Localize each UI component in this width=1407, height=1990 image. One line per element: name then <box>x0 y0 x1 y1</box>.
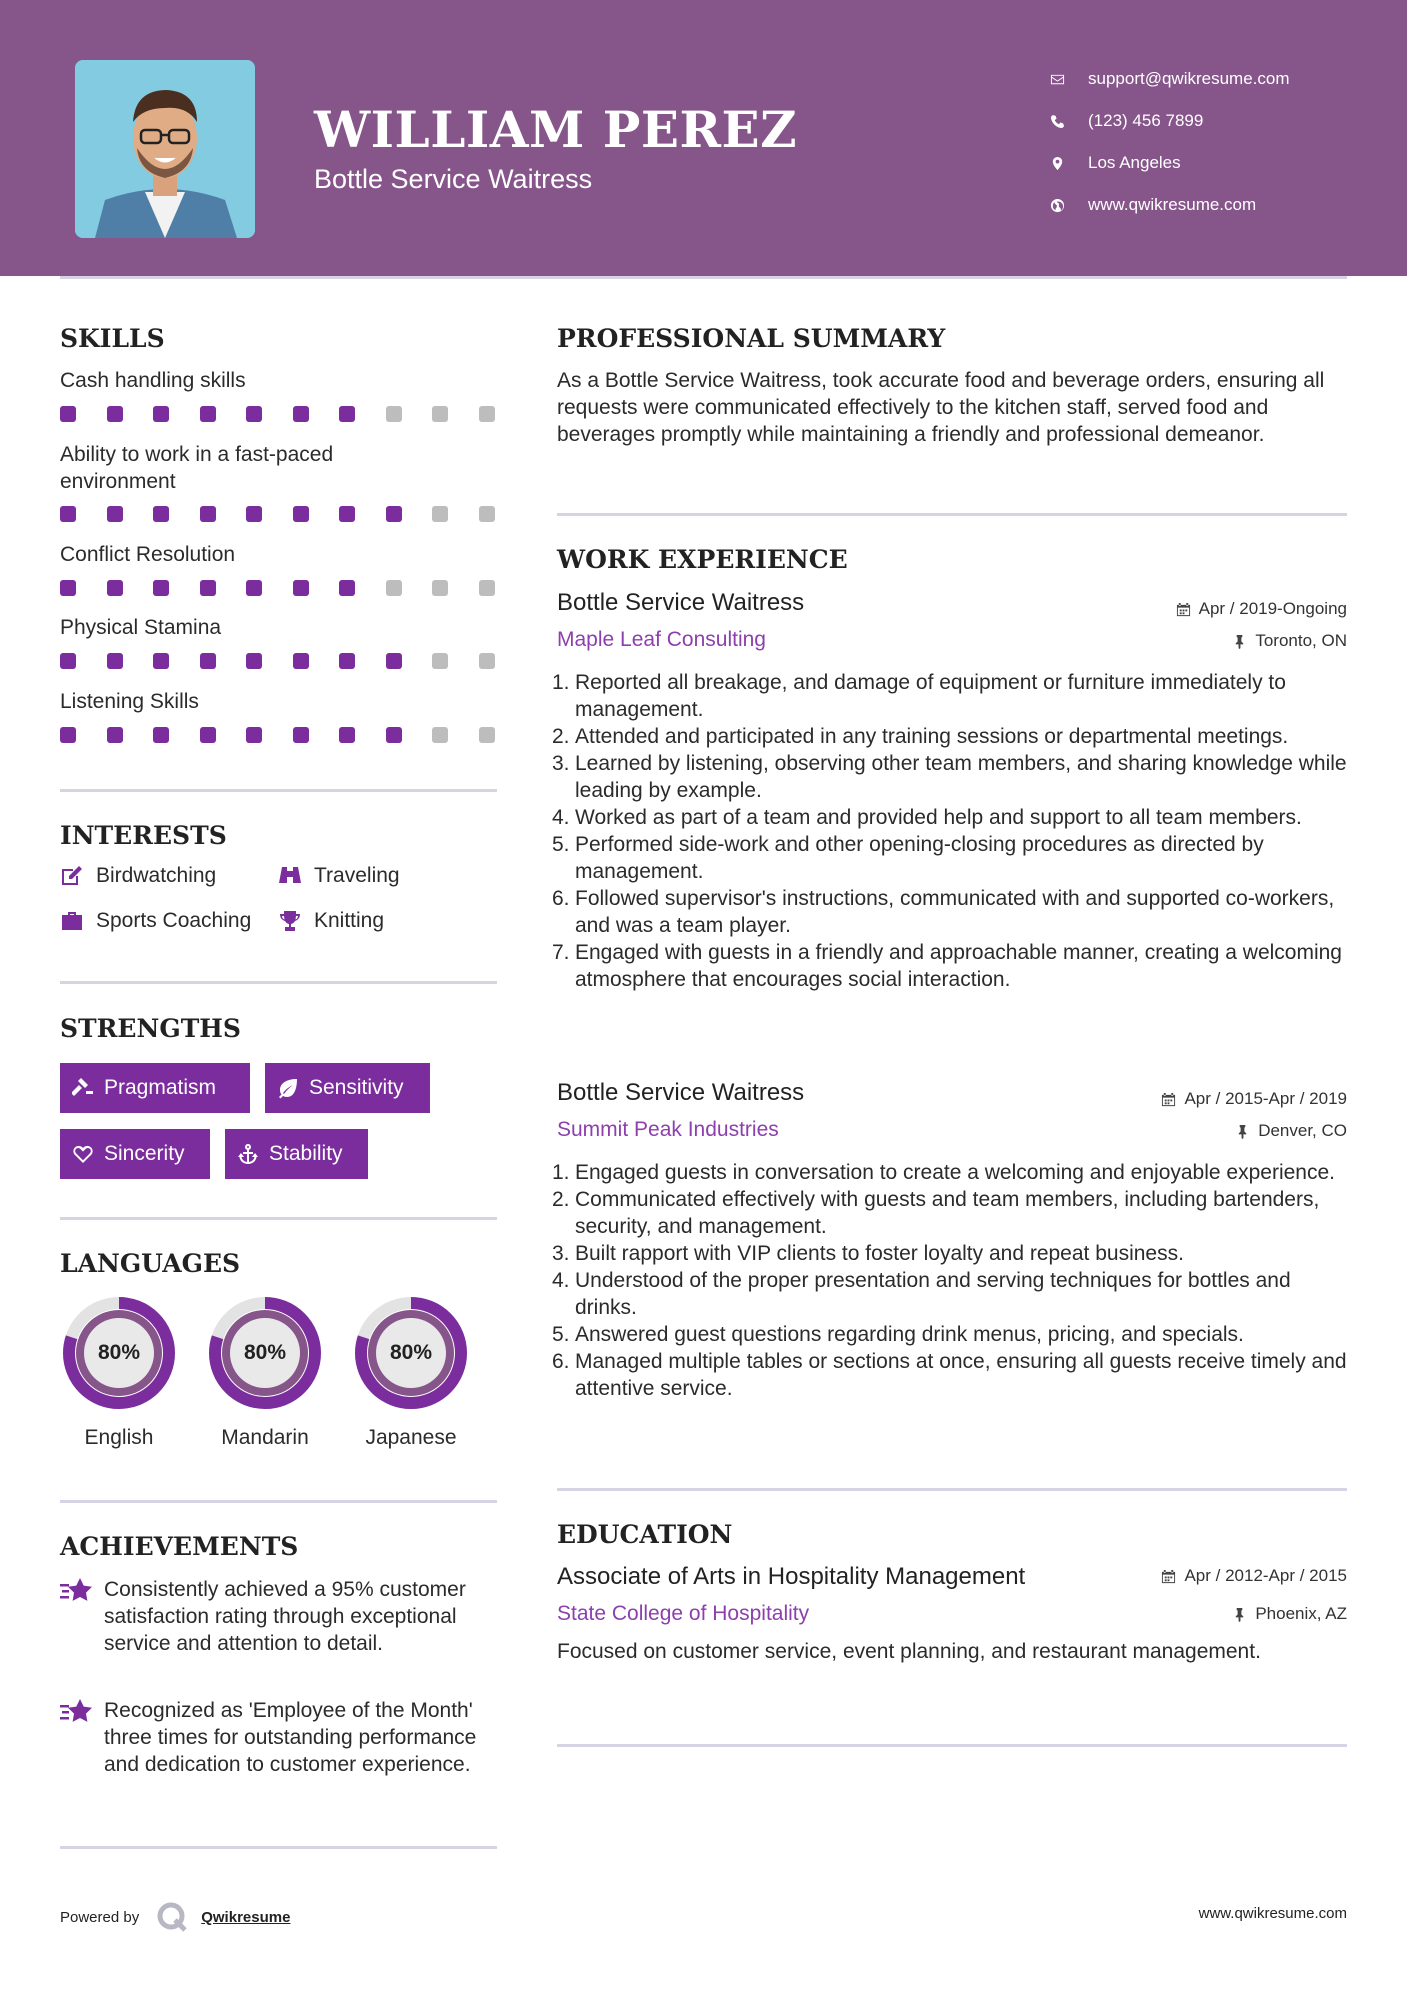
skill-dot-filled <box>200 653 216 669</box>
interest-label: Birdwatching <box>96 864 217 887</box>
achievement-item <box>60 1576 500 1657</box>
qwikresume-logo-icon <box>155 1900 189 1934</box>
skill-dot-filled <box>153 506 169 522</box>
contact-phone[interactable] <box>1050 100 1290 142</box>
job-bullet <box>552 750 1352 804</box>
avatar-illustration <box>75 60 255 238</box>
interest-item <box>278 864 400 888</box>
skill-dot-filled <box>293 506 309 522</box>
skill-dot-filled <box>200 506 216 522</box>
skill-dot-filled <box>339 653 355 669</box>
bullet-number: 4. <box>552 1269 570 1292</box>
skill-name: Cash handling skills <box>60 369 246 392</box>
job-date <box>1176 599 1347 619</box>
bullet-number: 2. <box>552 725 570 748</box>
skill-dot-filled <box>60 406 76 422</box>
job-bullet <box>552 1267 1352 1321</box>
job-bullet <box>552 1159 1352 1186</box>
brand-link[interactable]: Qwikresume <box>201 1908 291 1926</box>
skill-rating <box>60 406 525 422</box>
degree-title: Associate of Arts in Hospitality Management <box>557 1563 1026 1590</box>
bullet-number: 1. <box>552 671 570 694</box>
map-pin-icon <box>1050 156 1065 171</box>
section-divider <box>60 1500 497 1503</box>
skill-dot-filled <box>200 406 216 422</box>
languages-heading: LANGUAGES <box>60 1249 241 1278</box>
pushpin-icon <box>1232 634 1247 649</box>
skill-dot-filled <box>293 727 309 743</box>
skill-dot-filled <box>339 406 355 422</box>
job-title: Bottle Service Waitress <box>557 1079 805 1106</box>
header-divider <box>60 276 1347 279</box>
language-name: Mandarin <box>221 1426 309 1449</box>
achievement-item <box>60 1697 500 1778</box>
achievement-text: Consistently achieved a 95% customer satisfaction rating through exceptional service and attention to detail. <box>104 1578 466 1655</box>
calendar-icon <box>1161 1092 1176 1107</box>
bullet-text: Followed supervisor's instructions, communicated with and supported co-workers, and was a team player. <box>575 887 1335 937</box>
globe-icon <box>1050 198 1065 213</box>
interest-label: Sports Coaching <box>96 909 252 932</box>
binoculars-icon <box>278 865 302 887</box>
contact-email-text: support@qwikresume.com <box>1088 69 1290 88</box>
skill-dot-filled <box>293 580 309 596</box>
school-name: State College of Hospitality <box>557 1602 810 1625</box>
calendar-icon <box>1176 602 1191 617</box>
skill-dot-empty <box>386 406 402 422</box>
education-location <box>1232 1604 1347 1624</box>
heart-icon <box>72 1143 94 1165</box>
pencil-square-icon <box>60 865 84 887</box>
job-bullet <box>552 723 1352 750</box>
interest-item <box>60 909 251 933</box>
bullet-text: Communicated effectively with guests and team members, including bartenders, security, and management. <box>575 1188 1320 1238</box>
pushpin-icon <box>1232 1607 1247 1622</box>
job-bullet <box>552 939 1352 993</box>
skill-dot-empty <box>432 406 448 422</box>
experience-heading: WORK EXPERIENCE <box>557 545 848 574</box>
job-bullet <box>552 1240 1352 1267</box>
education-date-text: Apr / 2012-Apr / 2015 <box>1184 1566 1347 1585</box>
strengths-heading: STRENGTHS <box>60 1014 241 1043</box>
bullet-number: 2. <box>552 1188 570 1211</box>
strength-label: Sensitivity <box>309 1076 404 1099</box>
skill-rating <box>60 727 525 743</box>
language-item <box>350 1292 472 1450</box>
profile-photo <box>75 60 255 238</box>
bullet-text: Answered guest questions regarding drink menus, pricing, and specials. <box>575 1323 1244 1346</box>
bullet-number: 1. <box>552 1161 570 1184</box>
contact-email[interactable] <box>1050 58 1290 100</box>
language-item <box>204 1292 326 1450</box>
skill-name: Listening Skills <box>60 690 199 713</box>
summary-heading: PROFESSIONAL SUMMARY <box>557 324 946 353</box>
bullet-text: Built rapport with VIP clients to foster loyalty and repeat business. <box>575 1242 1184 1265</box>
skill-name: Conflict Resolution <box>60 543 236 566</box>
company-name: Maple Leaf Consulting <box>557 628 766 651</box>
skill-dot-filled <box>246 653 262 669</box>
powered-by-text: Powered by <box>60 1908 140 1926</box>
interests-heading: INTERESTS <box>60 821 227 850</box>
footer-url[interactable]: www.qwikresume.com <box>1198 1905 1347 1922</box>
strength-label: Pragmatism <box>104 1076 217 1099</box>
skill-dot-filled <box>107 406 123 422</box>
strength-badge <box>60 1129 210 1179</box>
job-bullets <box>552 669 1352 993</box>
skill-dot-filled <box>293 653 309 669</box>
skill-dot-filled <box>107 653 123 669</box>
language-ring <box>58 1292 180 1414</box>
strength-badge <box>60 1063 250 1113</box>
contact-list <box>1050 58 1290 226</box>
skill-dot-filled <box>60 506 76 522</box>
phone-icon <box>1050 114 1065 129</box>
anchor-icon <box>237 1143 259 1165</box>
bullet-text: Managed multiple tables or sections at once, ensuring all guests receive timely and attentive service. <box>575 1350 1347 1400</box>
bullet-text: Performed side-work and other opening-closing procedures as directed by management. <box>575 833 1264 883</box>
skill-name: Physical Stamina <box>60 616 222 639</box>
bullet-text: Learned by listening, observing other team members, and sharing knowledge while leading by example. <box>575 752 1347 802</box>
skill-dot-empty <box>479 506 495 522</box>
resume-header <box>0 0 1407 276</box>
achievement-text: Recognized as 'Employee of the Month' three times for outstanding performance and dedication to customer experience. <box>104 1699 477 1776</box>
skill-dot-empty <box>432 506 448 522</box>
skill-dot-empty <box>479 580 495 596</box>
skill-dot-filled <box>200 580 216 596</box>
skill-dot-filled <box>246 406 262 422</box>
job-bullet <box>552 831 1352 885</box>
job-title: Bottle Service Waitress <box>557 589 805 616</box>
section-divider <box>60 1846 497 1849</box>
skill-dot-filled <box>293 406 309 422</box>
calendar-icon <box>1161 1569 1176 1584</box>
skill-dot-empty <box>432 580 448 596</box>
skill-dot-filled <box>200 727 216 743</box>
bullet-text: Understood of the proper presentation and serving techniques for bottles and drinks. <box>575 1269 1291 1319</box>
education-location-text: Phoenix, AZ <box>1255 1604 1347 1623</box>
strength-label: Stability <box>269 1142 343 1165</box>
skill-dot-empty <box>479 653 495 669</box>
strength-label: Sincerity <box>104 1142 185 1165</box>
briefcase-icon <box>60 910 84 932</box>
skill-dot-filled <box>153 727 169 743</box>
trophy-icon <box>278 910 302 932</box>
education-text: Focused on customer service, event planning, and restaurant management. <box>557 1640 1261 1663</box>
gavel-icon <box>72 1077 94 1099</box>
strength-badge <box>265 1063 430 1113</box>
bullet-text: Engaged guests in conversation to create a welcoming and enjoyable experience. <box>575 1161 1335 1184</box>
job-bullet <box>552 1321 1352 1348</box>
job-location <box>1235 1121 1347 1141</box>
job-date-text: Apr / 2015-Apr / 2019 <box>1184 1089 1347 1108</box>
bullet-text: Attended and participated in any training sessions or departmental meetings. <box>575 725 1289 748</box>
interest-item <box>278 909 384 933</box>
section-divider <box>60 981 497 984</box>
job-location-text: Toronto, ON <box>1255 631 1347 650</box>
contact-website-text: www.qwikresume.com <box>1088 195 1257 214</box>
skill-dot-filled <box>107 506 123 522</box>
job-location-text: Denver, CO <box>1258 1121 1347 1140</box>
language-percent: 80% <box>243 1341 287 1364</box>
job-bullets <box>552 1159 1352 1402</box>
interest-item <box>60 864 216 888</box>
skill-dot-empty <box>432 653 448 669</box>
envelope-icon <box>1050 72 1065 87</box>
star-icon <box>60 1576 94 1604</box>
bullet-text: Reported all breakage, and damage of equipment or furniture immediately to management. <box>575 671 1286 721</box>
interest-label: Knitting <box>314 909 385 932</box>
education-heading: EDUCATION <box>557 1520 733 1549</box>
skill-dot-filled <box>246 727 262 743</box>
language-percent: 80% <box>389 1341 433 1364</box>
skill-dot-empty <box>479 406 495 422</box>
bullet-number: 3. <box>552 752 570 775</box>
skill-dot-filled <box>339 580 355 596</box>
bullet-number: 3. <box>552 1242 570 1265</box>
skill-dot-filled <box>153 653 169 669</box>
skill-dot-filled <box>60 727 76 743</box>
language-name: English <box>84 1426 154 1449</box>
section-divider <box>557 1744 1347 1747</box>
language-item <box>58 1292 180 1450</box>
skill-dot-filled <box>386 727 402 743</box>
summary-text: As a Bottle Service Waitress, took accurate food and beverage orders, ensuring all requests were communicated effectively to the kitchen staff, served food and beverages promptly while maintaining a friendly and professional demeanor. <box>557 369 1325 446</box>
skill-dot-empty <box>479 727 495 743</box>
skill-rating <box>60 506 525 522</box>
skill-dot-filled <box>386 506 402 522</box>
skill-dot-filled <box>153 406 169 422</box>
language-ring <box>204 1292 326 1414</box>
skill-dot-empty <box>386 580 402 596</box>
job-bullet <box>552 1348 1352 1402</box>
skill-dot-filled <box>107 580 123 596</box>
skill-dot-filled <box>246 506 262 522</box>
language-percent: 80% <box>97 1341 141 1364</box>
contact-location <box>1050 142 1290 184</box>
skill-dot-filled <box>386 653 402 669</box>
job-location <box>1232 631 1347 651</box>
job-bullet <box>552 885 1352 939</box>
bullet-number: 6. <box>552 887 570 910</box>
candidate-title: Bottle Service Waitress <box>314 164 593 194</box>
candidate-name: WILLIAM PEREZ <box>314 100 798 159</box>
footer-powered-by <box>60 1900 290 1934</box>
section-divider <box>557 513 1347 516</box>
job-bullet <box>552 1186 1352 1240</box>
leaf-icon <box>277 1077 299 1099</box>
section-divider <box>557 1488 1347 1491</box>
bullet-number: 4. <box>552 806 570 829</box>
contact-location-text: Los Angeles <box>1088 153 1181 172</box>
skill-dot-filled <box>246 580 262 596</box>
job-bullet <box>552 669 1352 723</box>
education-date <box>1161 1566 1347 1586</box>
strength-badge <box>225 1129 368 1179</box>
bullet-number: 6. <box>552 1350 570 1373</box>
skill-dot-filled <box>60 653 76 669</box>
job-date-text: Apr / 2019-Ongoing <box>1198 599 1347 618</box>
bullet-number: 5. <box>552 833 570 856</box>
achievements-heading: ACHIEVEMENTS <box>60 1532 299 1561</box>
company-name: Summit Peak Industries <box>557 1118 779 1141</box>
language-name: Japanese <box>365 1426 457 1449</box>
interest-label: Traveling <box>314 864 400 887</box>
bullet-number: 7. <box>552 941 570 964</box>
skill-name: Ability to work in a fast-paced environment <box>60 443 334 493</box>
contact-website[interactable] <box>1050 184 1290 226</box>
pushpin-icon <box>1235 1124 1250 1139</box>
section-divider <box>60 789 497 792</box>
bullet-text: Worked as part of a team and provided help and support to all team members. <box>575 806 1302 829</box>
job-bullet <box>552 804 1352 831</box>
bullet-text: Engaged with guests in a friendly and approachable manner, creating a welcoming atmosphere that encourages social interaction. <box>575 941 1342 991</box>
section-divider <box>60 1217 497 1220</box>
contact-phone-text: (123) 456 7899 <box>1088 111 1204 130</box>
skill-rating <box>60 653 525 669</box>
skill-rating <box>60 580 525 596</box>
skill-dot-filled <box>60 580 76 596</box>
bullet-number: 5. <box>552 1323 570 1346</box>
language-ring <box>350 1292 472 1414</box>
skill-dot-filled <box>107 727 123 743</box>
skill-dot-empty <box>432 727 448 743</box>
job-date <box>1161 1089 1347 1109</box>
star-icon <box>60 1697 94 1725</box>
skill-dot-filled <box>339 506 355 522</box>
skill-dot-filled <box>339 727 355 743</box>
skill-dot-filled <box>153 580 169 596</box>
skills-heading: SKILLS <box>60 324 165 353</box>
